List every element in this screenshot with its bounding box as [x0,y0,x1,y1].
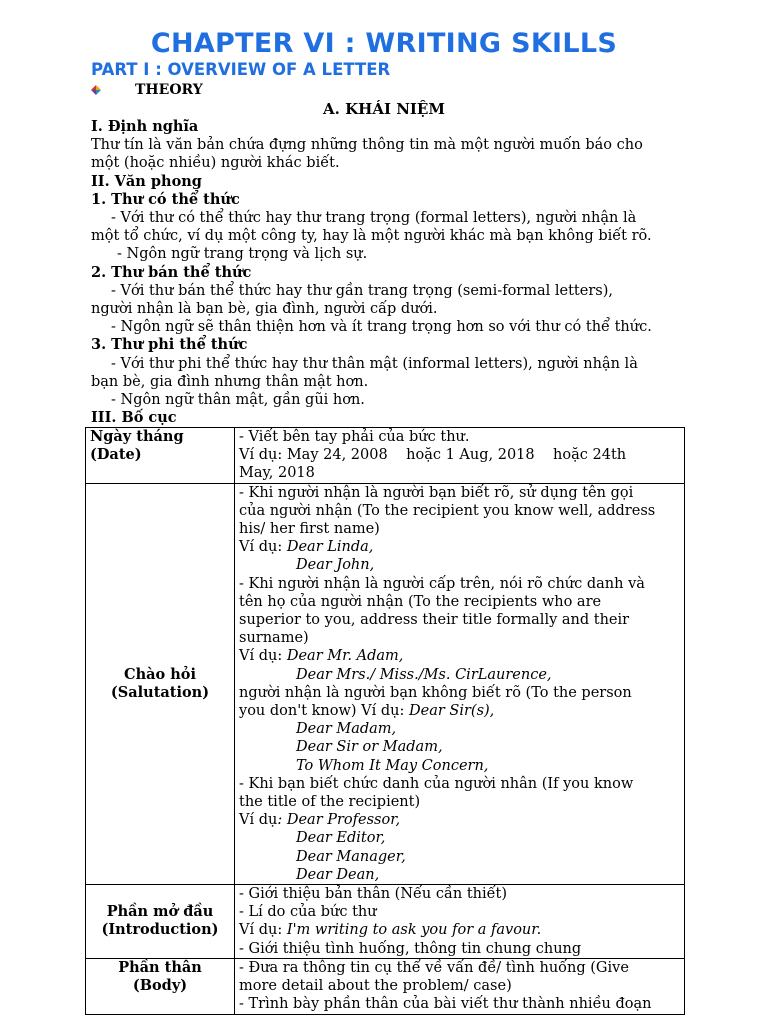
date-label-cell [86,428,235,484]
example-text: To Whom It May Concern, [296,757,489,774]
cell-line: superior to you, address their title formally and their [239,612,630,629]
body-label-cell [86,958,235,1014]
paragraph-line: người nhận là bạn bè, gia đình, người cấp dưới. [91,301,438,318]
subsection-2-1-title: 1. Thư có thể thức [91,190,240,208]
example-text: Dear Madam, [296,721,397,738]
cell-line: - Khi người nhận là người bạn biết rõ, sử dụng tên gọi [239,484,634,501]
example-text: I'm writing to ask you for a favour. [286,922,542,939]
salutation-label-en: (Salutation) [110,683,210,701]
theory-label: THEORY [135,82,203,98]
cell-line: - Khi bạn biết chức danh của người nhân (If you know [239,775,634,792]
salutation-label-cell [86,483,235,884]
body-label: Phần thân [118,958,202,976]
table-row [86,483,685,884]
theory-heading [91,82,203,98]
paragraph-line: - Với thư phi thể thức hay thư thân mật (informal letters), người nhận là [111,355,638,372]
date-content-cell [235,428,685,484]
example-text: Dear Manager, [296,848,406,865]
example-text: Dear Linda, [286,539,374,556]
example-prefix: Ví dụ [239,812,278,829]
arrow-bullet-icon [91,85,101,95]
chapter-title: CHAPTER VI : WRITING SKILLS [150,28,618,59]
example-text: Dear Mrs./ Miss./Ms. CirLaurence, [296,666,552,683]
cell-line: Ví dụ: May 24, 2008 hoặc 1 Aug, 2018 hoặc 24th [239,447,627,464]
date-label: Ngày tháng [90,428,184,445]
section-2-title: II. Văn phong [91,172,202,190]
body-content-cell [235,958,685,1014]
salutation-content-cell [235,483,685,884]
paragraph-line: - Ngôn ngữ trang trọng và lịch sự. [117,246,368,263]
example-prefix: Ví dụ: [239,922,287,939]
paragraph-line: bạn bè, gia đình nhưng thân mật hơn. [91,373,369,390]
example-text: Dear John, [296,557,375,574]
cell-line: the title of the recipient) [239,794,421,811]
example-text: Dear Editor, [296,830,386,847]
table-row [86,428,685,484]
section-3-title: III. Bố cục [91,409,177,427]
letter-structure-table [85,427,685,1015]
paragraph-line: một (hoặc nhiều) người khác biết. [91,155,340,172]
cell-line [239,811,680,829]
cell-line [239,702,680,720]
cell-line: - Viết bên tay phải của bức thư. [239,429,470,445]
table-row [86,958,685,1014]
paragraph-line: - Ngôn ngữ sẽ thân thiện hơn và ít trang trọng hơn so với thư có thể thức. [111,319,652,336]
example-prefix: Ví dụ: [239,539,287,556]
cell-line: - Trình bày phần thân của bài viết thư thành nhiều đoạn [239,996,652,1013]
cell-text: you don't know) Ví dụ: [239,703,410,720]
cell-line: surname) [239,630,309,647]
cell-line: - Giới thiệu bản thân (Nếu cần thiết) [239,886,508,903]
cell-line: - Giới thiệu tình huống, thông tin chung chung [239,940,582,957]
cell-line: his/ her first name) [239,521,380,538]
cell-line: người nhận là người bạn không biết rõ (To the person [239,684,632,701]
example-text: : Dear Professor, [277,812,401,829]
example-text: Dear Sir or Madam, [296,739,443,756]
intro-label-en: (Introduction) [101,921,219,939]
intro-label-cell [86,885,235,959]
intro-label: Phần mở đầu [106,903,214,921]
paragraph-line: - Với thư bán thể thức hay thư gần trang trọng (semi-formal letters), [111,282,613,299]
body-label-en: (Body) [132,977,188,995]
cell-line: more detail about the problem/ case) [239,978,512,995]
example-text: Dear Sir(s), [409,703,495,720]
cell-line [239,538,680,556]
subsection-2-3-title: 3. Thư phi thể thức [91,336,248,354]
section-a-title: A. KHÁI NIỆM [323,100,445,118]
cell-line: - Khi người nhận là người cấp trên, nói rõ chức danh và [239,575,645,592]
cell-line: tên họ của người nhận (To the recipients who are [239,593,602,610]
paragraph-line: - Với thư có thể thức hay thư trang trọng (formal letters), người nhận là [111,210,637,227]
cell-line [239,647,680,665]
intro-content-cell [235,885,685,959]
cell-line: - Lí do của bức thư [239,904,377,921]
paragraph-line: - Ngôn ngữ thân mật, gần gũi hơn. [111,392,365,409]
cell-line: của người nhận (To the recipient you know well, address [239,502,656,519]
paragraph-line: một tổ chức, ví dụ một công ty, hay là một người khác mà bạn không biết rõ. [91,228,652,245]
paragraph-line: Thư tín là văn bản chứa đựng những thông tin mà một người muốn báo cho [91,137,643,154]
subsection-2-2-title: 2. Thư bán thể thức [91,263,252,281]
cell-line [239,921,680,939]
cell-line: - Đưa ra thông tin cụ thể về vấn đề/ tình huống (Give [239,959,629,976]
part-title: PART I : OVERVIEW OF A LETTER [91,60,391,79]
table-row [86,885,685,959]
example-text: Dear Mr. Adam, [286,648,404,665]
cell-line: May, 2018 [239,465,315,482]
section-1-title: I. Định nghĩa [91,118,199,135]
example-text: Dear Dean, [296,866,380,883]
body-text [91,118,691,427]
salutation-label: Chào hỏi [124,665,196,683]
date-label-en: (Date) [90,446,142,464]
example-prefix: Ví dụ: [239,648,287,665]
